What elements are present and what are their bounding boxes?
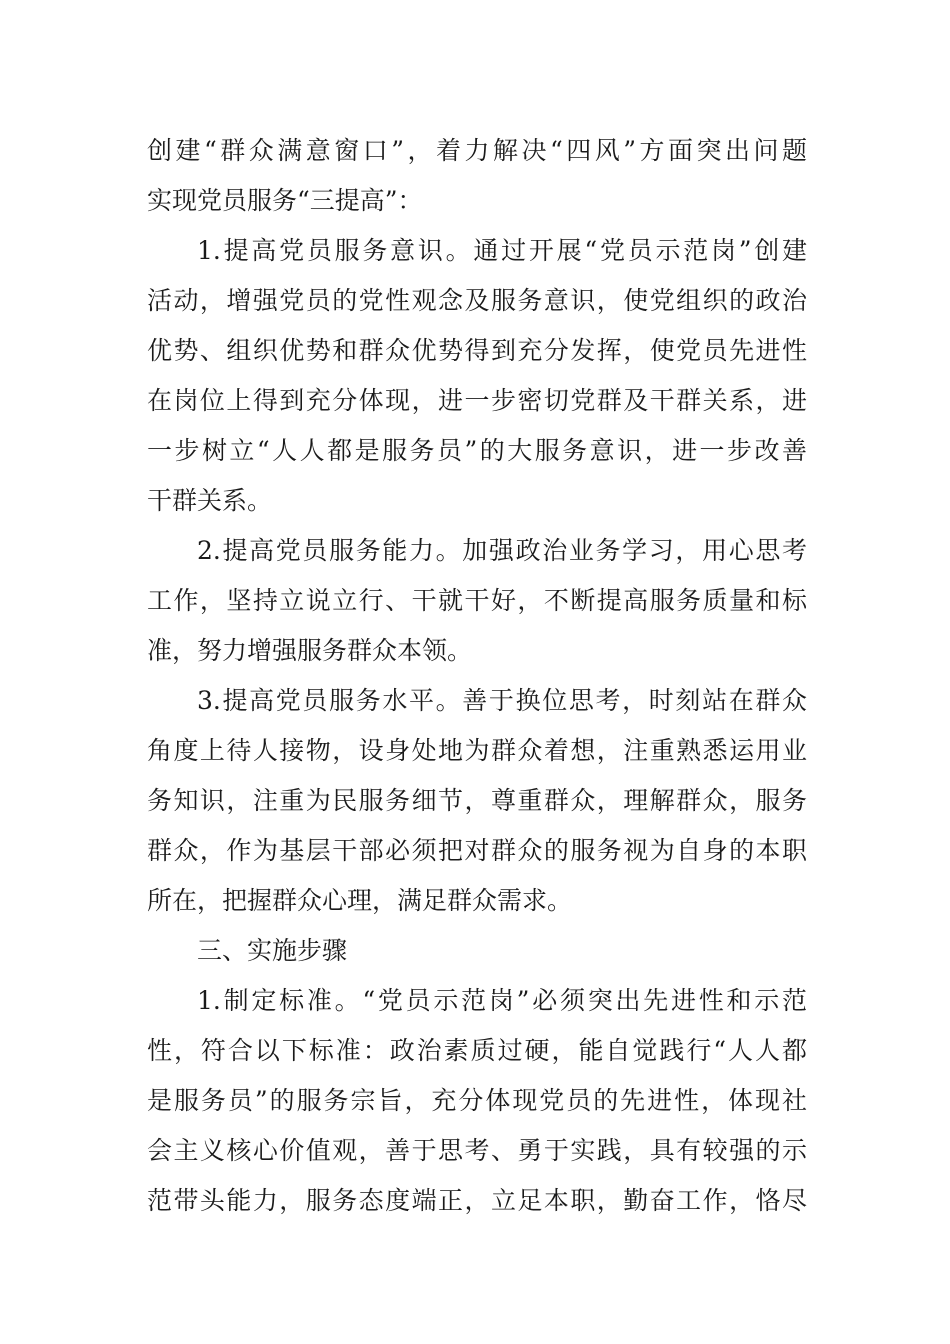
text-line: 创建“群众满意窗口”，着力解决“四风”方面突出问题 (147, 136, 807, 165)
text-line: 实现党员服务“三提高”： (147, 186, 423, 215)
section-heading: 三、实施步骤 (197, 936, 348, 965)
text-line: 会主义核心价值观，善于思考、勇于实践，具有较强的示 (147, 1136, 807, 1165)
text-line: 务知识，注重为民服务细节，尊重群众，理解群众，服务 (147, 786, 807, 815)
text-line: 是服务员”的服务宗旨，充分体现党员的先进性，体现社 (147, 1086, 807, 1115)
text-line: 优势、组织优势和群众优势得到充分发挥，使党员先进性 (147, 336, 807, 365)
text-line: 干群关系。 (147, 486, 273, 515)
text-line: 准，努力增强服务群众本领。 (147, 636, 473, 665)
paragraph-4-line: 1.制定标准。“党员示范岗”必须突出先进性和示范 (197, 986, 807, 1015)
text-line: 活动，增强党员的党性观念及服务意识，使党组织的政治 (147, 286, 807, 315)
paragraph-1-line: 1.提高党员服务意识。通过开展“党员示范岗”创建 (197, 236, 807, 265)
text-line: 群众，作为基层干部必须把对群众的服务视为自身的本职 (147, 836, 807, 865)
text-line: 工作，坚持立说立行、干就干好，不断提高服务质量和标 (147, 586, 807, 615)
paragraph-2-line: 2.提高党员服务能力。加强政治业务学习，用心思考 (197, 536, 807, 565)
text-line: 性，符合以下标准：政治素质过硬，能自觉践行“人人都 (147, 1036, 807, 1065)
text-line: 范带头能力，服务态度端正，立足本职，勤奋工作，恪尽 (147, 1186, 807, 1215)
text-line: 所在，把握群众心理，满足群众需求。 (147, 886, 573, 915)
text-line: 角度上待人接物，设身处地为群众着想，注重熟悉运用业 (147, 736, 807, 765)
paragraph-3-line: 3.提高党员服务水平。善于换位思考，时刻站在群众 (197, 686, 807, 715)
text-line: 一步树立“人人都是服务员”的大服务意识，进一步改善 (147, 436, 807, 465)
text-line: 在岗位上得到充分体现，进一步密切党群及干群关系，进 (147, 386, 807, 415)
